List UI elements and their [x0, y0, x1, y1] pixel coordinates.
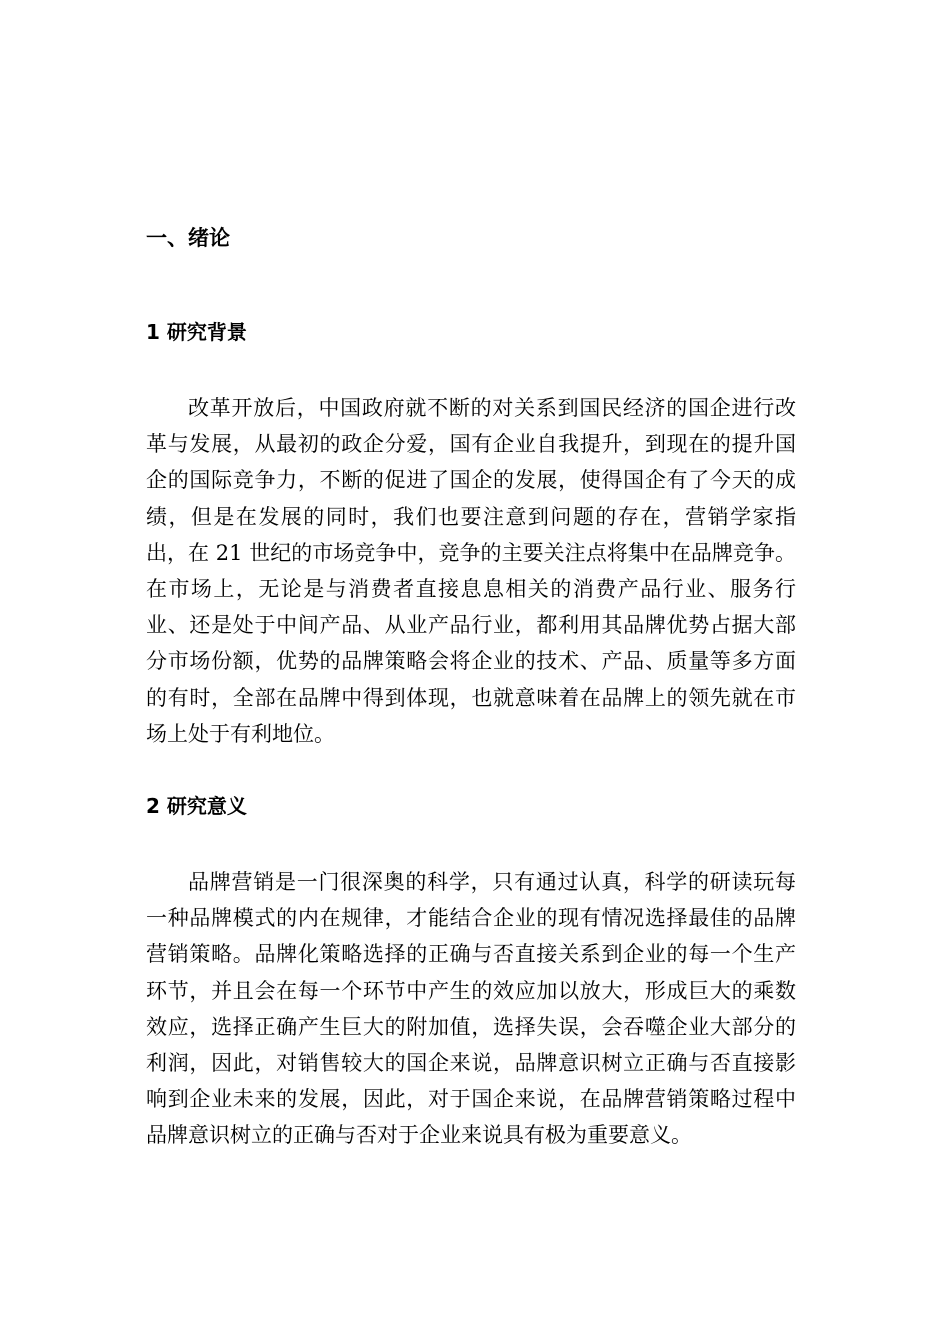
section-title-research-significance: 2 研究意义	[146, 794, 247, 819]
document-body	[146, 222, 806, 1154]
paragraph-research-background: 改革开放后，中国政府就不断的对关系到国民经济的国企进行改革与发展，从最初的政企分爱，国有企业自我提升，到现在的提升国企的国际竞争力，不断的促进了国企的发展，使得国企有了今天的成绩，但是在发展的同时，我们也要注意到问题的存在，营销学家指出，在 21 世纪的市场竞争中，竞争的主要关注点将集中在品牌竞争。在市场上，无论是与消费者直接息息相关的消费产品行业、服务行业、还是处于中间产品、从业产品行业，都利用其品牌优势占据大部分市场份额，优势的品牌策略会将企业的技术、产品、质量等多方面的有时，全部在品牌中得到体现，也就意味着在品牌上的领先就在市场上处于有利地位。	[146, 396, 796, 746]
chapter-title: 一、绪论	[146, 226, 230, 250]
paragraph-research-significance: 品牌营销是一门很深奥的科学，只有通过认真，科学的研读玩每一种品牌模式的内在规律，才能结合企业的现有情况选择最佳的品牌营销策略。品牌化策略选择的正确与否直接关系到企业的每一个生产环节，并且会在每一个环节中产生的效应加以放大，形成巨大的乘数效应，选择正确产生巨大的附加值，选择失误，会吞噬企业大部分的利润，因此，对销售较大的国企来说，品牌意识树立正确与否直接影响到企业未来的发展，因此，对于国企来说，在品牌营销策略过程中品牌意识树立的正确与否对于企业来说具有极为重要意义。	[146, 870, 796, 1148]
section-title-research-background: 1 研究背景	[146, 320, 247, 344]
